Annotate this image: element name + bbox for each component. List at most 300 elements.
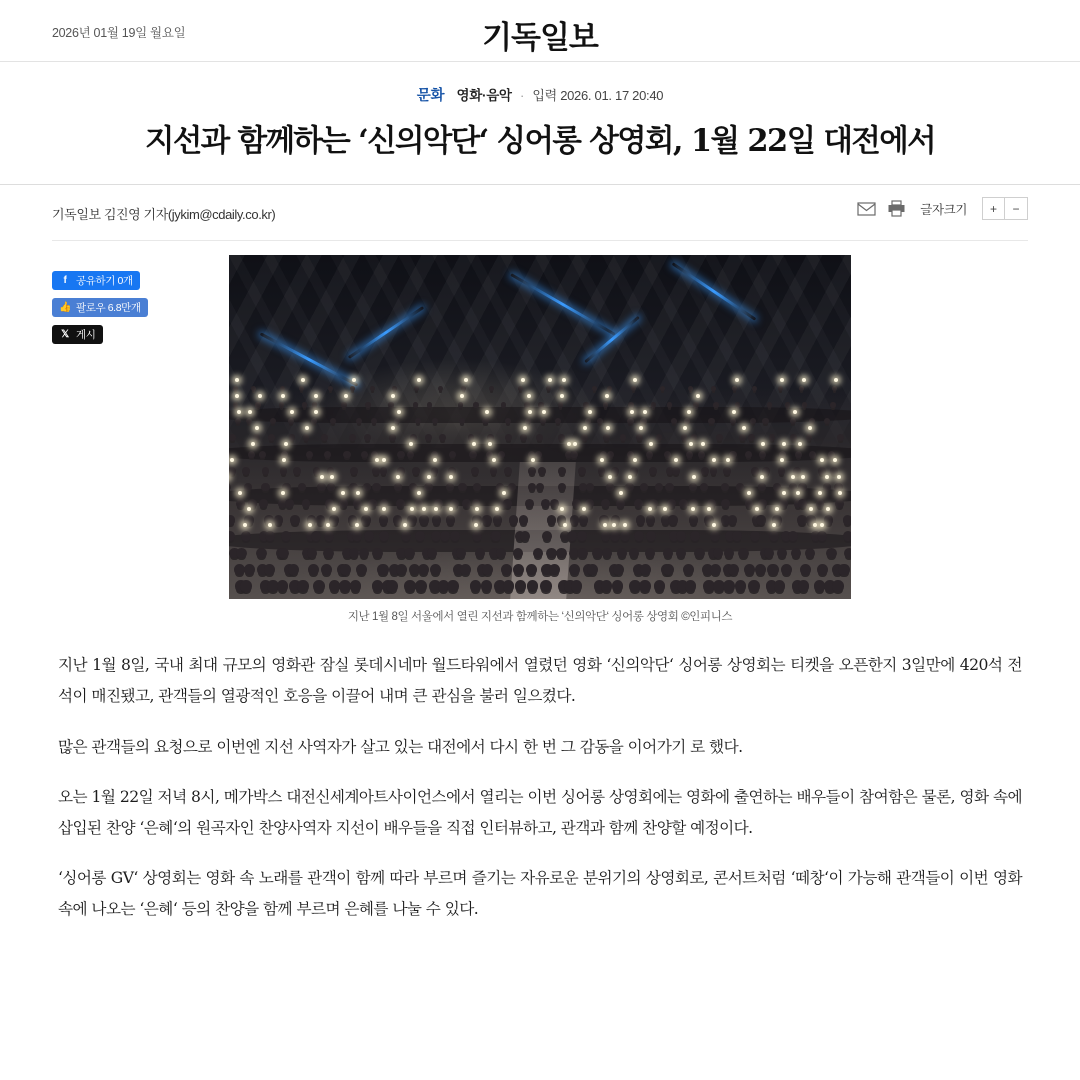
photo-phone-light	[355, 523, 359, 527]
photo-audience-head	[744, 564, 755, 575]
photo-audience-head	[475, 548, 486, 559]
photo-audience-head	[708, 418, 714, 424]
photo-audience-head	[738, 548, 749, 559]
photo-audience-head	[503, 499, 512, 508]
photo-audience-head	[798, 580, 810, 592]
photo-audience-head	[606, 483, 614, 491]
photo-phone-light	[825, 475, 829, 479]
photo-phone-light	[410, 507, 414, 511]
photo-audience-head	[581, 434, 588, 441]
photo-audience-head	[736, 483, 744, 491]
photo-phone-light	[623, 523, 627, 527]
photo-audience-head	[570, 451, 577, 458]
photo-audience-head	[802, 402, 808, 408]
photo-phone-light	[314, 410, 318, 414]
photo-audience-head	[438, 386, 443, 391]
photo-phone-light	[608, 475, 612, 479]
photo-audience-head	[577, 548, 588, 559]
photo-audience-head	[397, 467, 405, 475]
photo-audience-head	[264, 564, 275, 575]
photo-phone-light	[475, 507, 479, 511]
photo-phone-light	[251, 442, 255, 446]
photo-audience-head	[538, 467, 546, 475]
photo-audience-head	[364, 434, 371, 441]
fontsize-controls	[982, 197, 1028, 220]
article-body-wrap	[0, 255, 1080, 925]
photo-audience-head	[302, 499, 311, 508]
photo-audience-head	[693, 402, 699, 408]
article-figure	[229, 255, 851, 624]
photo-audience-head	[323, 548, 334, 559]
photo-audience-head	[513, 548, 524, 559]
photo-audience-head	[449, 451, 456, 458]
photo-audience-head	[364, 531, 374, 541]
photo-audience-head	[654, 580, 666, 592]
photo-audience-head	[482, 515, 491, 524]
photo-audience-head	[482, 418, 488, 424]
photo-audience-head	[640, 418, 646, 424]
photo-audience-head	[386, 580, 398, 592]
photo-audience-head	[601, 499, 610, 508]
photo-audience-head	[571, 580, 583, 592]
photo-audience-head	[251, 386, 256, 391]
photo-audience-head	[372, 548, 383, 559]
photo-audience-head	[645, 548, 656, 559]
photo-phone-light	[619, 491, 623, 495]
photo-audience-head	[586, 483, 594, 491]
photo-audience-head	[577, 531, 587, 541]
photo-audience-head	[513, 564, 524, 575]
photo-audience-head	[778, 467, 786, 475]
photo-audience-head	[427, 548, 438, 559]
photo-phone-light	[707, 507, 711, 511]
photo-audience-head	[316, 515, 325, 524]
photo-audience-head	[843, 515, 851, 524]
photo-phone-light	[427, 475, 431, 479]
photo-audience-head	[350, 386, 355, 391]
share-facebook-button[interactable]	[52, 271, 140, 290]
photo-audience-head	[427, 402, 433, 408]
photo-audience-head	[515, 580, 527, 592]
photo-audience-head	[824, 515, 833, 524]
photo-audience-head	[824, 418, 830, 424]
photo-audience-head	[542, 531, 552, 541]
photo-audience-head	[448, 467, 456, 475]
photo-audience-head	[293, 467, 301, 475]
photo-phone-light	[527, 394, 531, 398]
photo-audience-head	[688, 386, 693, 391]
photo-audience-head	[724, 548, 735, 559]
photo-audience-head	[767, 564, 778, 575]
photo-audience-head	[493, 515, 502, 524]
photo-audience-head	[789, 483, 797, 491]
photo-audience-head	[730, 418, 736, 424]
photo-audience-head	[482, 564, 493, 575]
photo-phone-light	[563, 523, 567, 527]
photo-phone-light	[502, 491, 506, 495]
photo-phone-light	[809, 507, 813, 511]
photo-audience-head	[616, 499, 625, 508]
photo-phone-light	[268, 523, 272, 527]
photo-phone-light	[696, 394, 700, 398]
photo-audience-head	[401, 531, 411, 541]
photo-audience-head	[762, 467, 770, 475]
photo-audience-head	[424, 483, 432, 491]
photo-audience-head	[691, 434, 698, 441]
photo-audience-head	[498, 451, 505, 458]
photo-audience-head	[579, 515, 588, 524]
photo-audience-head	[546, 548, 557, 559]
photo-audience-head	[721, 483, 729, 491]
photo-audience-head	[791, 548, 802, 559]
photo-phone-light	[689, 442, 693, 446]
photo-audience-head	[779, 451, 786, 458]
photo-audience-head	[558, 467, 566, 475]
photo-audience-head	[610, 531, 620, 541]
photo-audience-head	[353, 499, 362, 508]
photo-audience-head	[233, 402, 239, 408]
photo-audience-head	[425, 434, 432, 441]
photo-audience-head	[340, 564, 351, 575]
photo-audience-head	[759, 451, 766, 458]
photo-audience-head	[352, 531, 362, 541]
photo-phone-light	[485, 410, 489, 414]
share-x-label: 게시	[76, 329, 96, 342]
photo-audience-head	[752, 386, 757, 391]
photo-audience-head	[248, 451, 255, 458]
photo-audience-head	[256, 548, 267, 559]
photo-audience-head	[306, 451, 313, 458]
photo-audience-head	[713, 548, 724, 559]
photo-audience-head	[781, 564, 792, 575]
photo-audience-head	[797, 515, 806, 524]
photo-audience-head	[528, 467, 536, 475]
photo-audience-head	[377, 564, 388, 575]
photo-audience-head	[240, 580, 252, 592]
photo-audience-head	[774, 580, 786, 592]
photo-phone-light	[320, 475, 324, 479]
photo-audience-head	[317, 483, 325, 491]
photo-audience-head	[767, 402, 773, 408]
photo-audience-head	[279, 402, 285, 408]
photo-audience-head	[503, 580, 515, 592]
photo-audience-head	[446, 515, 455, 524]
photo-audience-head	[371, 451, 378, 458]
photo-phone-light	[791, 475, 795, 479]
article-tools	[857, 197, 1028, 220]
photo-phone-light	[628, 475, 632, 479]
photo-audience-head	[805, 548, 816, 559]
photo-audience-head	[432, 515, 441, 524]
photo-phone-light	[364, 507, 368, 511]
photo-audience-head	[439, 434, 446, 441]
photo-audience-head	[268, 434, 275, 441]
photo-audience-head	[486, 451, 493, 458]
photo-audience-head	[793, 467, 801, 475]
photo-audience-head	[569, 564, 580, 575]
mail-icon[interactable]	[857, 199, 876, 218]
photo-audience-head	[393, 515, 402, 524]
photo-audience-head	[570, 515, 579, 524]
photo-audience-head	[601, 580, 613, 592]
photo-audience-head	[540, 580, 552, 592]
photo-audience-head	[828, 451, 835, 458]
photo-audience-head	[602, 548, 613, 559]
photo-phone-light	[755, 507, 759, 511]
photo-audience-head	[501, 564, 512, 575]
photo-audience-head	[349, 548, 360, 559]
photo-phone-light	[495, 507, 499, 511]
photo-audience-head	[468, 434, 475, 441]
photo-audience-head	[769, 434, 776, 441]
photo-audience-head	[686, 451, 693, 458]
photo-audience-head	[372, 483, 380, 491]
photo-audience-head	[380, 467, 388, 475]
photo-audience-head	[667, 499, 676, 508]
photo-audience-head	[694, 548, 705, 559]
photo-phone-light	[782, 442, 786, 446]
printer-icon[interactable]	[887, 199, 906, 218]
photo-audience-head	[748, 434, 755, 441]
photo-audience-head	[790, 434, 797, 441]
photo-audience-head	[473, 402, 479, 408]
photo-audience-head	[431, 467, 439, 475]
photo-audience-head	[631, 386, 636, 391]
masthead	[0, 0, 1080, 62]
photo-audience-head	[728, 515, 737, 524]
photo-audience-head	[758, 499, 767, 508]
photo-audience-head	[440, 531, 450, 541]
photo-audience-head	[818, 467, 826, 475]
photo-phone-light	[562, 378, 566, 382]
photo-audience-head	[302, 402, 308, 408]
photo-audience-head	[799, 386, 804, 391]
photo-audience-head	[550, 499, 559, 508]
article-paragraph: 많은 관객들의 요청으로 이번엔 지선 사역자가 살고 있는 대전에서 다시 한 번 그 감동을 이어가기 로 했다.	[58, 737, 743, 756]
page-title: 지선과 함께하는 ‘신의악단‘ 싱어롱 상영회, 1월 22일 대전에서	[145, 123, 935, 159]
photo-audience-head	[343, 451, 350, 458]
photo-audience-head	[710, 467, 718, 475]
photo-audience-head	[617, 548, 628, 559]
photo-audience-head	[729, 451, 736, 458]
photo-audience-head	[359, 548, 370, 559]
photo-audience-head	[372, 467, 380, 475]
photo-audience-head	[321, 434, 328, 441]
photo-audience-head	[728, 564, 739, 575]
photo-audience-head	[329, 515, 338, 524]
photo-audience-head	[830, 467, 838, 475]
photo-audience-head	[487, 434, 494, 441]
photo-audience-head	[843, 531, 851, 541]
photo-audience-head	[525, 499, 534, 508]
photo-audience-head	[541, 499, 550, 508]
photo-phone-light	[464, 378, 468, 382]
fontsize-label: 글자크기	[920, 202, 967, 217]
photo-audience-head	[795, 451, 802, 458]
photo-audience-head	[418, 564, 429, 575]
photo-audience-head	[649, 467, 657, 475]
photo-phone-light	[802, 378, 806, 382]
photo-audience-head	[546, 386, 551, 391]
category-link[interactable]: 문화	[416, 88, 445, 104]
photo-audience-head	[745, 451, 752, 458]
photo-audience-head	[603, 402, 609, 408]
photo-audience-head	[281, 531, 291, 541]
photo-phone-light	[826, 507, 830, 511]
article-paragraph: 지난 1월 8일, 국내 최대 규모의 영화관 잠실 롯데시네마 월드타워에서 열렸던 영화 ‘신의악단‘ 싱어롱 상영회는 티켓을 오픈한지 3일만에 420석 전석이 매진됐고, 관객들의 열광적인 호응을 이끌어 내며 큰 관심을 불러 일으켰다.	[58, 656, 1022, 706]
photo-phone-light	[396, 475, 400, 479]
byline: 기독일보 김진영 기자(jykim@cdaily.co.kr)	[52, 207, 276, 223]
photo-audience-head	[281, 451, 288, 458]
photo-audience-head	[835, 499, 844, 508]
photo-audience-head	[229, 467, 236, 475]
photo-audience-head	[778, 386, 783, 391]
photo-audience-head	[806, 434, 813, 441]
photo-audience-head	[572, 499, 581, 508]
photo-audience-head	[664, 451, 671, 458]
site-logo[interactable]: 기독일보	[482, 20, 598, 56]
photo-audience-head	[748, 580, 760, 592]
photo-audience-head	[751, 467, 759, 475]
font-decrease-button[interactable]: −	[1005, 197, 1028, 220]
photo-audience-head	[785, 402, 791, 408]
photo-phone-light	[528, 410, 532, 414]
photo-audience-head	[356, 418, 362, 424]
photo-audience-head	[509, 515, 518, 524]
photo-audience-head	[458, 402, 464, 408]
photo-audience-head	[349, 434, 356, 441]
photo-audience-head	[798, 483, 806, 491]
photo-audience-head	[800, 564, 811, 575]
photo-audience-head	[307, 548, 318, 559]
photo-phone-light	[332, 507, 336, 511]
photo-audience-head	[837, 434, 844, 441]
photo-audience-head	[361, 451, 368, 458]
photo-audience-head	[526, 564, 537, 575]
photo-audience-head	[244, 483, 252, 491]
photo-audience-head	[756, 515, 765, 524]
photo-audience-head	[496, 548, 507, 559]
photo-audience-head	[313, 580, 325, 592]
photo-audience-head	[277, 580, 289, 592]
photo-audience-head	[313, 467, 321, 475]
photo-audience-head	[834, 483, 842, 491]
photo-audience-head	[262, 467, 270, 475]
photo-audience-head	[242, 467, 250, 475]
photo-audience-head	[519, 515, 528, 524]
photo-phone-light	[341, 491, 345, 495]
photo-audience-head	[524, 402, 530, 408]
photo-audience-head	[721, 499, 730, 508]
photo-audience-head	[809, 451, 816, 458]
photo-audience-head	[603, 434, 610, 441]
photo-phone-light	[582, 507, 586, 511]
photo-phone-light	[633, 378, 637, 382]
photo-phone-light	[639, 426, 643, 430]
photo-audience-head	[547, 515, 556, 524]
photo-audience-head	[363, 483, 371, 491]
photo-audience-head	[713, 402, 719, 408]
photo-phone-light	[735, 378, 739, 382]
photo-audience-head	[289, 434, 296, 441]
photo-phone-light	[391, 394, 395, 398]
photo-phone-light	[742, 426, 746, 430]
photo-audience-head	[431, 451, 438, 458]
photo-audience-head	[520, 531, 530, 541]
photo-audience-head	[236, 499, 245, 508]
photo-audience-head	[241, 531, 251, 541]
photo-audience-head	[607, 386, 612, 391]
photo-phone-light	[687, 410, 691, 414]
photo-phone-light	[330, 475, 334, 479]
subcategory-link[interactable]: 영화·음악	[456, 88, 512, 103]
photo-audience-head	[278, 548, 289, 559]
photo-audience-head	[371, 418, 377, 424]
photo-phone-light	[560, 394, 564, 398]
photo-audience-head	[341, 402, 347, 408]
photo-audience-head	[723, 467, 731, 475]
photo-audience-head	[823, 483, 831, 491]
share-follow-label: 팔로우 6.8만개	[76, 302, 141, 315]
share-follow-button[interactable]	[52, 298, 148, 317]
font-increase-button[interactable]: +	[982, 197, 1005, 220]
photo-audience-head	[634, 499, 643, 508]
photo-phone-light	[258, 394, 262, 398]
photo-audience-head	[527, 580, 539, 592]
photo-audience-head	[758, 483, 766, 491]
photo-audience-head	[471, 467, 479, 475]
photo-audience-head	[290, 515, 299, 524]
photo-audience-head	[244, 564, 255, 575]
photo-aisle-steps	[510, 462, 576, 600]
photo-phone-light	[301, 378, 305, 382]
photo-audience-head	[735, 580, 747, 592]
photo-audience-head	[710, 531, 720, 541]
photo-phone-light	[798, 442, 802, 446]
photo-audience-head	[261, 483, 269, 491]
photo-audience-head	[640, 564, 651, 575]
photo-audience-head	[755, 564, 766, 575]
photo-audience-head	[430, 564, 441, 575]
photo-audience-head	[447, 580, 459, 592]
photo-audience-head	[646, 515, 655, 524]
photo-audience-head	[321, 564, 332, 575]
photo-audience-head	[415, 580, 427, 592]
photo-audience-head	[665, 483, 673, 491]
x-logo-icon: 𝕏	[61, 329, 69, 341]
photo-audience-head	[388, 402, 394, 408]
photo-audience-head	[456, 548, 467, 559]
photo-audience-head	[587, 564, 598, 575]
photo-audience-head	[656, 434, 663, 441]
photo-audience-head	[233, 386, 238, 391]
photo-phone-light	[281, 491, 285, 495]
photo-audience-head	[350, 580, 362, 592]
photo-audience-head	[549, 564, 560, 575]
photo-audience-head	[259, 451, 266, 458]
photo-audience-head	[328, 386, 333, 391]
photo-phone-light	[643, 410, 647, 414]
share-x-button[interactable]	[52, 325, 103, 344]
photo-audience-head	[620, 531, 630, 541]
photo-audience-head	[379, 515, 388, 524]
photo-audience-head	[612, 580, 624, 592]
photo-audience-head	[236, 548, 247, 559]
photo-audience-head	[288, 564, 299, 575]
photo-audience-head	[389, 434, 396, 441]
photo-audience-head	[646, 451, 653, 458]
photo-audience-head	[508, 483, 516, 491]
